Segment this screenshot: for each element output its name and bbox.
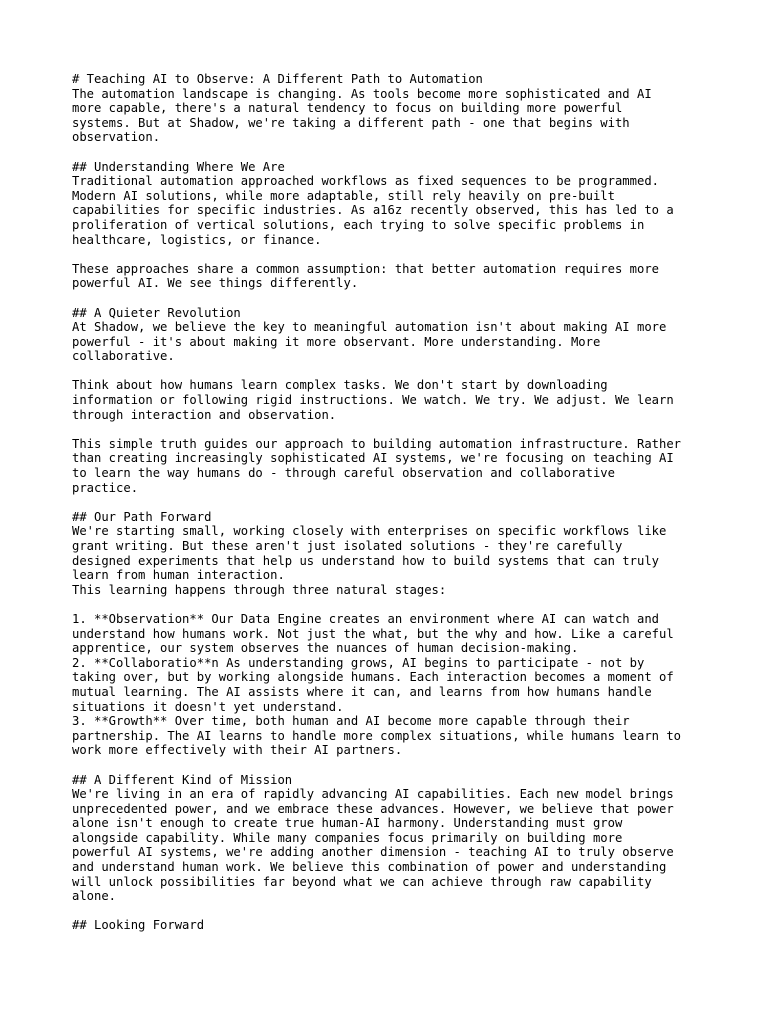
blank-line — [72, 597, 722, 612]
text-line: alone. — [72, 889, 117, 904]
text-line: At Shadow, we believe the key to meaningful automation isn't about making AI more — [72, 320, 667, 335]
text-line: more capable, there's a natural tendency to focus on building more powerful — [72, 101, 623, 116]
document-body — [72, 72, 722, 933]
text-line: alone isn't enough to create true human-AI harmony. Understanding must grow — [72, 816, 623, 831]
text-line: capabilities for specific industries. As a16z recently observed, this has led to a — [72, 203, 674, 218]
text-line: grant writing. But these aren't just isolated solutions - they're carefully — [72, 539, 623, 553]
blank-line — [72, 145, 722, 160]
text-line: work more effectively with their AI partners. — [72, 743, 403, 758]
section-heading: ## A Quieter Revolution — [72, 305, 241, 320]
section-heading: ## Understanding Where We Are — [72, 159, 285, 174]
text-line: powerful AI. We see things differently. — [72, 276, 359, 291]
text-line: The automation landscape is changing. As tools become more sophisticated and AI — [72, 86, 652, 101]
text-line: situations it doesn't yet understand. — [72, 699, 344, 714]
text-line: through interaction and observation. — [72, 407, 337, 422]
text-line: alongside capability. While many companies focus primarily on building more — [72, 830, 623, 845]
text-line: unprecedented power, and we embrace these advances. However, we believe that power — [72, 801, 674, 816]
blank-line — [72, 495, 722, 510]
text-line: partnership. The AI learns to handle more complex situations, while humans learn to — [72, 728, 682, 743]
text-line: Think about how humans learn complex tasks. We don't start by downloading — [72, 378, 608, 393]
text-line: taking over, but by working alongside humans. Each interaction becomes a moment of — [72, 670, 674, 685]
text-line: These approaches share a common assumption: that better automation requires more — [72, 261, 659, 276]
text-line: powerful AI systems, we're adding another dimension - teaching AI to truly observe — [72, 845, 674, 860]
list-item-line: 3. **Growth** Over time, both human and AI become more capable through their — [72, 714, 630, 729]
blank-line — [72, 758, 722, 773]
text-line: apprentice, our system observes the nuances of human decision-making. — [72, 641, 579, 656]
text-line: healthcare, logistics, or finance. — [72, 232, 322, 247]
text-line: proliferation of vertical solutions, each trying to solve specific problems in — [72, 217, 645, 232]
text-line: collaborative. — [72, 349, 175, 364]
blank-line — [72, 422, 722, 437]
text-line: Modern AI solutions, while more adaptable, still rely heavily on pre-built — [72, 188, 615, 203]
text-line: We're living in an era of rapidly advancing AI capabilities. Each new model brings — [72, 787, 674, 802]
text-line: information or following rigid instructions. We watch. We try. We adjust. We learn — [72, 393, 674, 408]
section-heading: ## Our Path Forward — [72, 509, 212, 524]
blank-line — [72, 247, 722, 262]
text-line: will unlock possibilities far beyond what we can achieve through raw capability — [72, 874, 652, 889]
blank-line — [72, 904, 722, 919]
text-line: understand how humans work. Not just the what, but the why and how. Like a careful — [72, 626, 674, 641]
text-line: observation. — [72, 130, 161, 145]
text-line: practice. — [72, 480, 139, 495]
section-heading: ## Looking Forward — [72, 918, 205, 933]
list-item-line: 1. **Observation** Our Data Engine creates an environment where AI can watch and — [72, 611, 659, 626]
blank-line — [72, 291, 722, 306]
text-line: designed experiments that help us understand how to build systems that can truly — [72, 553, 659, 568]
text-line: than creating increasingly sophisticated AI systems, we're focusing on teaching AI — [72, 451, 674, 466]
text-line: This learning happens through three natural stages: — [72, 582, 447, 597]
text-line: powerful - it's about making it more observant. More understanding. More — [72, 334, 601, 349]
text-line: and understand human work. We believe this combination of power and understanding — [72, 860, 667, 875]
list-item-line: 2. **Collaboratio**n As understanding grows, AI begins to participate - not by — [72, 655, 645, 670]
text-line: This simple truth guides our approach to building automation infrastructure. Rather — [72, 436, 682, 451]
text-line: We're starting small, working closely with enterprises on specific workflows like — [72, 524, 667, 539]
text-line: mutual learning. The AI assists where it can, and learns from how humans handle — [72, 684, 652, 699]
text-line: systems. But at Shadow, we're taking a different path - one that begins with — [72, 115, 630, 130]
title-line: # Teaching AI to Observe: A Different Path to Automation — [72, 72, 483, 86]
text-line: to learn the way humans do - through careful observation and collaborative — [72, 466, 615, 481]
section-heading: ## A Different Kind of Mission — [72, 772, 293, 787]
text-line: Traditional automation approached workflows as fixed sequences to be programmed. — [72, 174, 659, 189]
text-line: learn from human interaction. — [72, 568, 285, 583]
blank-line — [72, 364, 722, 379]
